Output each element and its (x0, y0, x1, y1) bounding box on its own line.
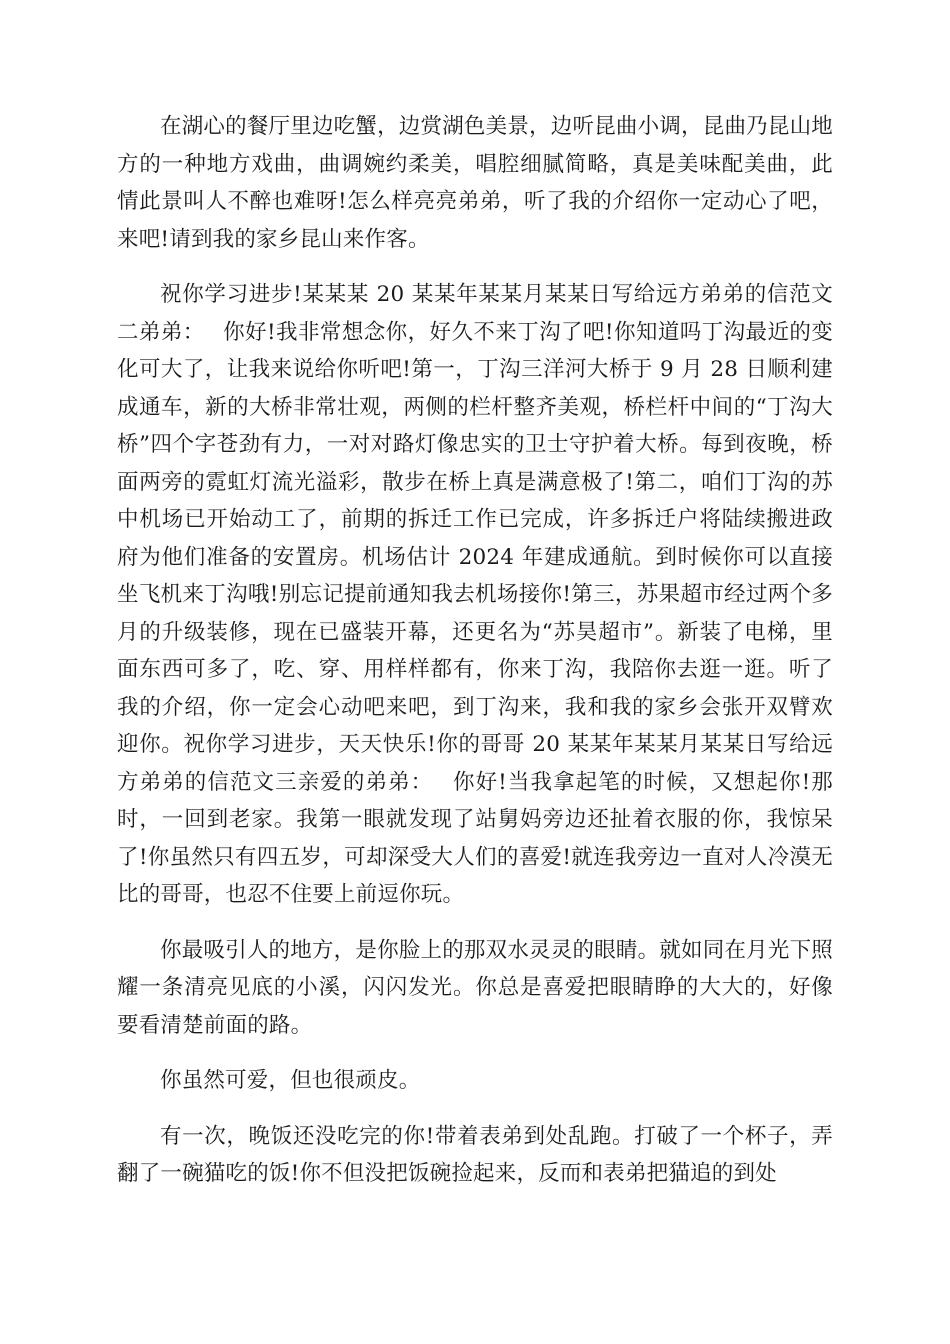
document-body (117, 108, 833, 1211)
paragraph-4: 你虽然可爱，但也很顽皮。 (160, 1068, 421, 1093)
paragraph-2: 祝你学习进步!某某某 20 某某年某某月某某日写给远方弟弟的信范文二弟弟： 你好!我非常想念你，好久不来丁沟了吧!你知道吗丁沟最近的变化可大了，让我来说给你听吧!第一，丁沟三洋河大桥于 9 月 28 日顺利建成通车，新的大桥非常壮观，两侧的栏杆整齐美观，桥栏杆中间的“丁沟大桥”四个字苍劲有力，一对对路灯像忠实的卫士守护着大桥。每到夜晚，桥面两旁的霓虹灯流光溢彩，散步在桥上真是满意极了!第二，咱们丁沟的苏中机场已开始动工了，前期的拆迁工作已完成，许多拆迁户将陆续搬进政府为他们准备的安置房。机场估计 2024 年建成通航。到时候你可以直接坐飞机来丁沟哦!别忘记提前通知我去机场接你!第三，苏果超市经过两个多月的升级装修，现在已盛装开幕，还更名为“苏昊超市”。新装了电梯，里面东西可多了，吃、穿、用样样都有，你来丁沟，我陪你去逛一逛。听了我的介绍，你一定会心动吧来吧，到丁沟来，我和我的家乡会张开双臂欢迎你。祝你学习进步，天天快乐!你的哥哥 20 某某年某某月某某日写给远方弟弟的信范文三亲爱的弟弟： 你好!当我拿起笔的时候，又想起你!那时，一回到老家。我第一眼就发现了站舅妈旁边还扯着衣服的你，我惊呆了!你虽然只有四五岁，可却深受大人们的喜爱!就连我旁边一直对人冷漠无比的哥哥，也忍不住要上前逗你玩。 (117, 282, 833, 907)
paragraph-1: 在湖心的餐厅里边吃蟹，边赏湖色美景，边听昆曲小调，昆曲乃昆山地方的一种地方戏曲，曲调婉约柔美，唱腔细腻简略，真是美味配美曲，此情此景叫人不醉也难呀!怎么样亮亮弟弟，听了我的介绍你一定动心了吧，来吧!请到我的家乡昆山来作客。 (117, 114, 833, 252)
paragraph-5: 有一次，晚饭还没吃完的你!带着表弟到处乱跑。打破了一个杯子，弄翻了一碗猫吃的饭!你不但没把饭碗捡起来，反而和表弟把猫追的到处 (117, 1123, 833, 1186)
paragraph-3: 你最吸引人的地方，是你脸上的那双水灵灵的眼睛。就如同在月光下照耀一条清亮见底的小溪，闪闪发光。你总是喜爱把眼睛睁的大大的，好像要看清楚前面的路。 (117, 937, 833, 1038)
